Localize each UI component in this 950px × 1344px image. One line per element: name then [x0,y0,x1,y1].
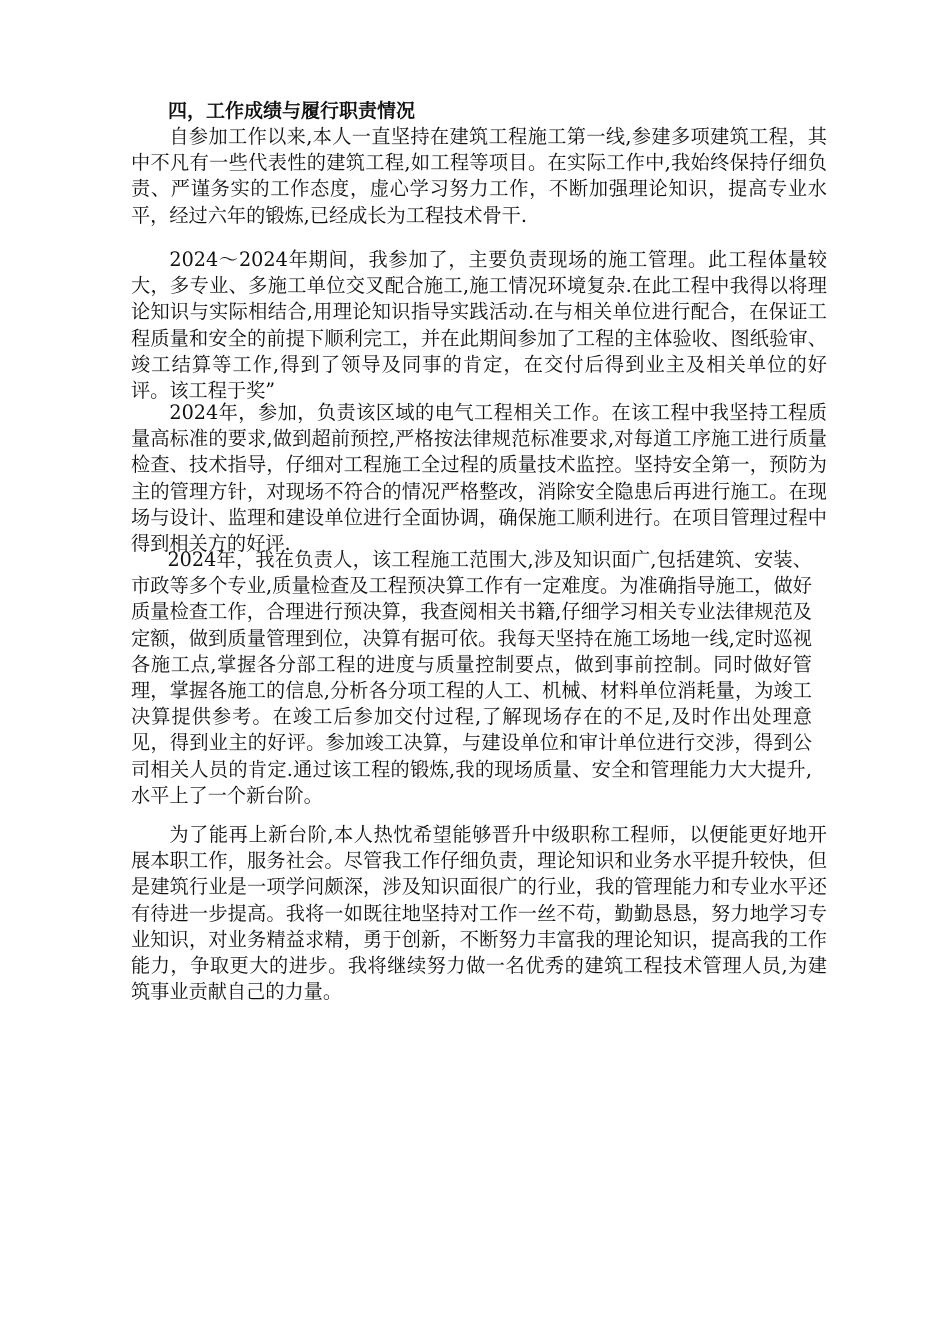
paragraph-project-lead: 2024年，我在负责人，该工程施工范围大,涉及知识面广,包括建筑、安装、市政等多个专业,质量检查及工程预决算工作有一定难度。为准确指导施工，做好质量检查工作，合理进行预决算，我查阅相关书籍,仔细学习相关专业法律规范及定额，做到质量管理到位，决算有据可依。我每天坚持在施工场地一线,定时巡视各施工点,掌握各分部工程的进度与质量控制要点，做到事前控制。同时做好管理，掌握各施工的信息,分析各分项工程的人工、机械、材料单位消耗量，为竣工决算提供参考。在竣工后参加交付过程,了解现场存在的不足,及时作出处理意见，得到业主的好评。参加竣工决算，与建设单位和审计单位进行交涉，得到公司相关人员的肯定.通过该工程的锻炼,我的现场质量、安全和管理能力大大提升,水平上了一个新台阶。 [131,548,812,807]
paragraph-electrical-engineering: 2024年，参加，负责该区域的电气工程相关工作。在该工程中我坚持工程质量高标准的要求,做到超前预控,严格按法律规范标准要求,对每道工序施工进行质量检查、技术指导，仔细对工程施工全过程的质量技术监控。坚持安全第一，预防为主的管理方针，对现场不符合的情况严格整改，消除安全隐患后再进行施工。在现场与设计、监理和建设单位进行全面协调，确保施工顺利进行。在项目管理过程中得到相关方的好评. [131,401,827,556]
paragraph-work-overview: 自参加工作以来,本人一直坚持在建筑工程施工第一线,参建多项建筑工程，其中不凡有一些代表性的建筑工程,如工程等项目。在实际工作中,我始终保持仔细负责、严谨务实的工作态度，虚心学习努力工作，不断加强理论知识，提高专业水平，经过六年的锻炼,已经成长为工程技术骨干. [131,125,827,227]
section-heading: 四，工作成绩与履行职责情况 [168,100,416,122]
paragraph-career-goal: 为了能再上新台阶,本人热忱希望能够晋升中级职称工程师，以便能更好地开展本职工作，服务社会。尽管我工作仔细负责，理论知识和业务水平提升较快，但是建筑行业是一项学问颇深，涉及知识面很广的行业，我的管理能力和专业水平还有待进一步提高。我将一如既往地坚持对工作一丝不苟，勤勤恳恳，努力地学习专业知识，对业务精益求精，勇于创新，不断努力丰富我的理论知识，提高我的工作能力，争取更大的进步。我将继续努力做一名优秀的建筑工程技术管理人员,为建筑事业贡献自己的力量。 [131,823,827,1004]
paragraph-project-construction-management: 2024～2024年期间，我参加了，主要负责现场的施工管理。此工程体量较大，多专业、多施工单位交叉配合施工,施工情况环境复杂.在此工程中我得以将理论知识与实际相结合,用理论知识指导实践活动.在与相关单位进行配合，在保证工程质量和安全的前提下顺利完工，并在此期间参加了工程的主体验收、图纸验审、竣工结算等工作,得到了领导及同事的肯定，在交付后得到业主及相关单位的好评。该工程于奖” [131,248,827,403]
